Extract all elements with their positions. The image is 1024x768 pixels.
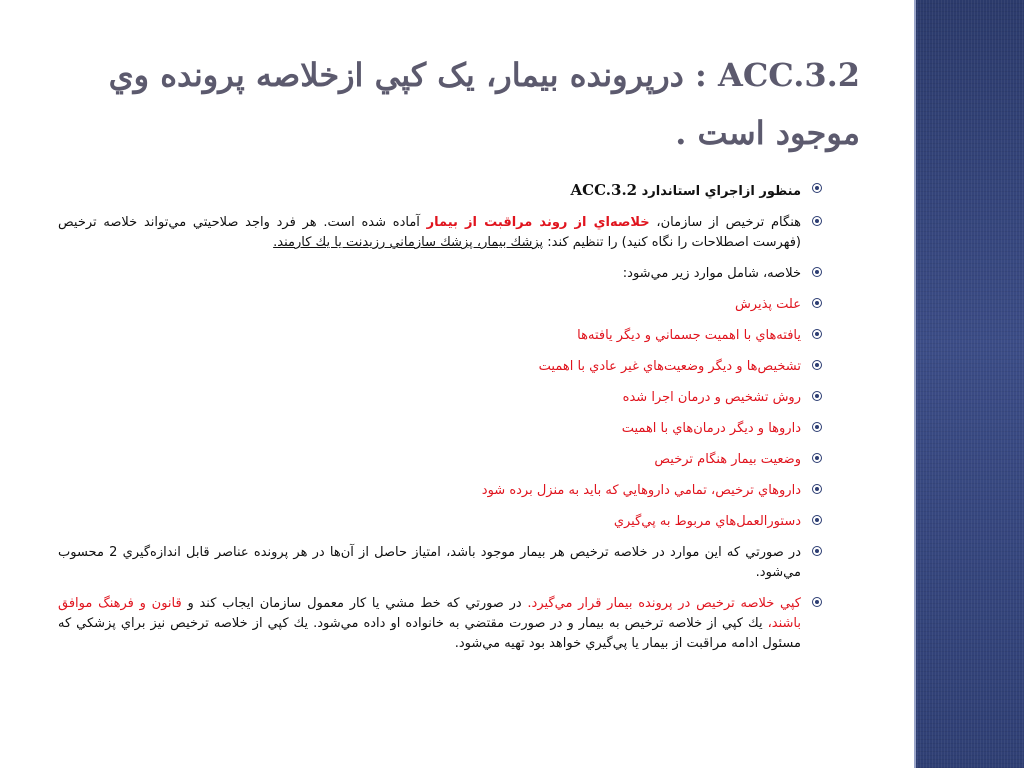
list-item <box>58 180 823 202</box>
title-standard-code: ACC.3.2 <box>717 56 860 94</box>
side-divider-line <box>914 0 916 768</box>
list-item <box>58 357 823 377</box>
list-item <box>58 594 823 654</box>
item-text: يافته‌هاي با اهميت جسماني و ديگر يافته‌ها <box>577 328 801 343</box>
item-text: روش تشخيص و درمان اجرا شده <box>622 390 801 405</box>
bullet-icon <box>812 484 822 494</box>
title-text: : درپرونده بيمار، یک كپي ازخلاصه پرونده وي موجود است . <box>108 56 860 152</box>
item-highlight: قانون و فرهنگ موافق باشند، <box>58 596 801 631</box>
item-text: هنگام ترخيص از سازمان، <box>649 215 801 230</box>
item-text: دستورالعمل‌هاي مربوط به پي‌گيري <box>613 514 801 529</box>
bullet-icon <box>812 298 822 308</box>
bullet-icon <box>812 391 822 401</box>
list-item <box>58 419 823 439</box>
bullet-icon <box>812 546 822 556</box>
decorative-side-panel <box>914 0 1024 768</box>
item-underlined: پزشك بيمار، پزشك سازماني رزيدنت يا يك كارمند. <box>273 235 544 250</box>
bullet-icon <box>812 183 822 193</box>
bullet-icon <box>812 329 822 339</box>
list-item <box>58 264 823 284</box>
list-item <box>58 543 823 583</box>
bullet-icon <box>812 597 822 607</box>
list-item <box>58 450 823 470</box>
item-text: در صورتي كه خط مشي يا كار معمول سازمان ايجاب كند و <box>181 596 528 611</box>
item-text: آماده شده است. هر فرد واجد صلاحيتي مي‌تواند خلاصه ترخيص (فهرست اصطلاحات را نگاه كنيد) را تنظيم كند: <box>58 215 801 250</box>
item-highlight: خلاصه‌اي از روند مراقبت از بيمار <box>426 215 650 230</box>
bullet-icon <box>812 453 822 463</box>
item-text: منظور ازاجراي استاندارد <box>641 184 801 199</box>
list-item <box>58 512 823 532</box>
list-item <box>58 481 823 501</box>
item-highlight: كپي خلاصه ترخيص در پرونده بيمار قرار مي‌گيرد. <box>527 596 801 611</box>
bullet-icon <box>812 422 822 432</box>
item-text: داروهاي ترخيص، تمامي داروهايي كه بايد به منزل برده شود <box>481 483 801 498</box>
bullet-icon <box>812 216 822 226</box>
list-item <box>58 295 823 315</box>
bullet-icon <box>812 267 822 277</box>
item-text: در صورتي كه اين موارد در خلاصه ترخيص هر بيمار موجود باشد، امتياز حاصل از آن‌ها در هر پرونده عناصر قابل اندازه‌گيري 2 محسوب مي‌شود. <box>58 545 801 580</box>
bullet-icon <box>812 360 822 370</box>
list-item <box>58 326 823 346</box>
item-text: يك كپي از خلاصه ترخيص به بيمار و در صورت مقتضي به خانواده او داده مي‌شود. يك كپي از خلاصه ترخيص نيز براي پزشكي كه مسئول ادامه مراقبت از بيمار يا پي‌گيري خواهد بود تهيه مي‌شود. <box>58 616 801 651</box>
standard-code: ACC.3.2 <box>570 181 638 199</box>
item-text: علت پذيرش <box>734 297 801 312</box>
slide-title <box>70 46 860 162</box>
list-item <box>58 388 823 408</box>
list-item <box>58 213 823 253</box>
bullet-icon <box>812 515 822 525</box>
item-text: خلاصه، شامل موارد زير مي‌شود: <box>622 266 801 281</box>
bullet-list <box>58 180 823 665</box>
item-text: وضعيت بيمار هنگام ترخيص <box>654 452 801 467</box>
item-text: داروها و ديگر درمان‌هاي با اهميت <box>621 421 801 436</box>
item-text: تشخيص‌ها و ديگر وضعيت‌هاي غير عادي با اهميت <box>538 359 801 374</box>
